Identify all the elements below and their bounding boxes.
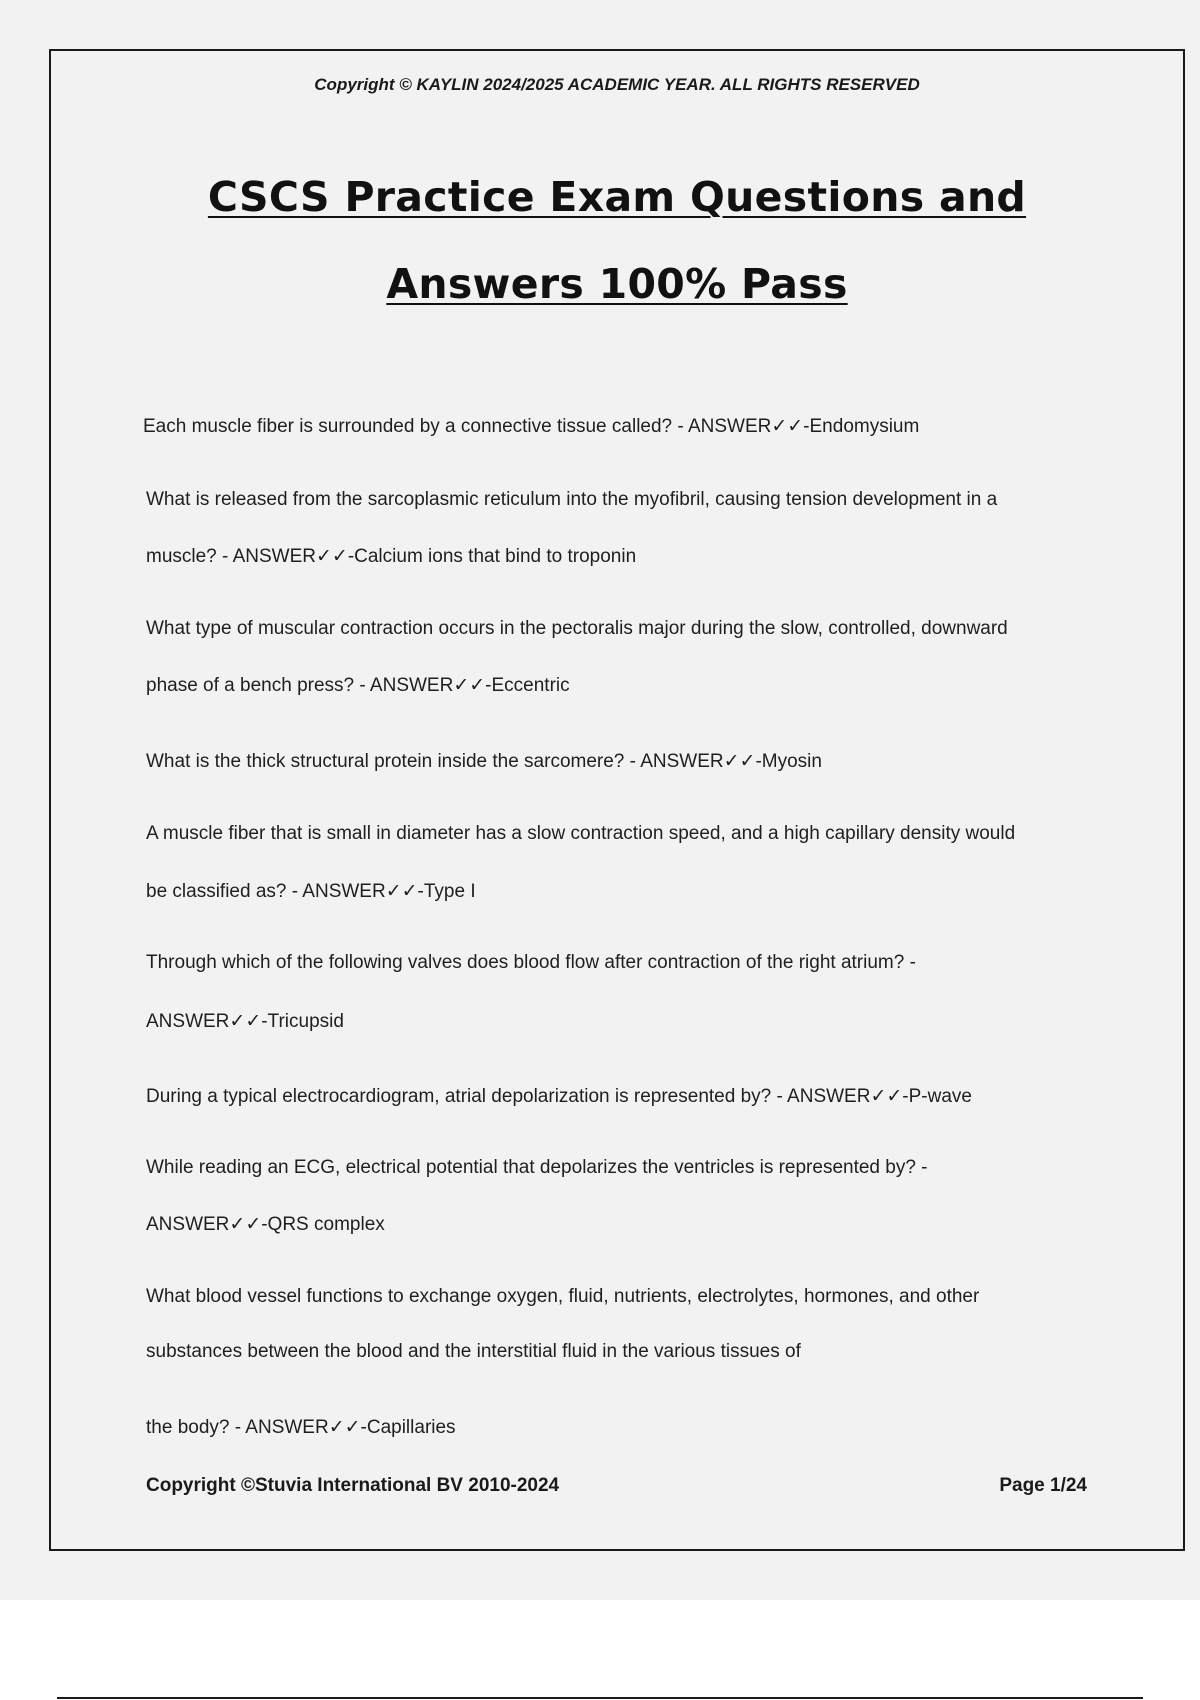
qa-line: the body? - ANSWER✓✓-Capillaries — [146, 1417, 456, 1438]
qa-line: What blood vessel functions to exchange oxygen, fluid, nutrients, electrolytes, hormones, and other — [146, 1286, 980, 1307]
qa-line: ANSWER✓✓-Tricupsid — [146, 1011, 344, 1032]
qa-line: ANSWER✓✓-QRS complex — [146, 1214, 385, 1235]
qa-line: substances between the blood and the interstitial fluid in the various tissues of — [146, 1341, 801, 1362]
qa-line: What is the thick structural protein inside the sarcomere? - ANSWER✓✓-Myosin — [146, 751, 822, 772]
document-title-line-2: Answers 100% Pass — [386, 260, 848, 308]
qa-line: Each muscle fiber is surrounded by a connective tissue called? - ANSWER✓✓-Endomysium — [143, 416, 920, 437]
qa-line: muscle? - ANSWER✓✓-Calcium ions that bind to troponin — [146, 546, 637, 567]
qa-line: A muscle fiber that is small in diameter has a slow contraction speed, and a high capillary density would — [146, 823, 1016, 844]
qa-line: Through which of the following valves does blood flow after contraction of the right atrium? - — [146, 952, 916, 973]
header-copyright: Copyright © KAYLIN 2024/2025 ACADEMIC YEAR. ALL RIGHTS RESERVED — [314, 75, 920, 94]
document-title-line-1: CSCS Practice Exam Questions and — [207, 173, 1027, 221]
next-page-rule — [57, 1697, 1143, 1699]
qa-line: What type of muscular contraction occurs in the pectoralis major during the slow, controlled, downward — [146, 618, 1008, 639]
qa-line: While reading an ECG, electrical potential that depolarizes the ventricles is represented by? - — [146, 1157, 928, 1178]
qa-line: be classified as? - ANSWER✓✓-Type I — [146, 881, 476, 902]
qa-line: phase of a bench press? - ANSWER✓✓-Eccentric — [146, 675, 570, 696]
qa-line: What is released from the sarcoplasmic reticulum into the myofibril, causing tension development in a — [146, 489, 998, 510]
page-number: Page 1/24 — [999, 1475, 1087, 1496]
document-page — [49, 49, 1185, 1551]
qa-line: During a typical electrocardiogram, atrial depolarization is represented by? - ANSWER✓✓-P-wave — [146, 1086, 972, 1107]
footer-copyright: Copyright ©Stuvia International BV 2010-2024 — [146, 1475, 560, 1496]
